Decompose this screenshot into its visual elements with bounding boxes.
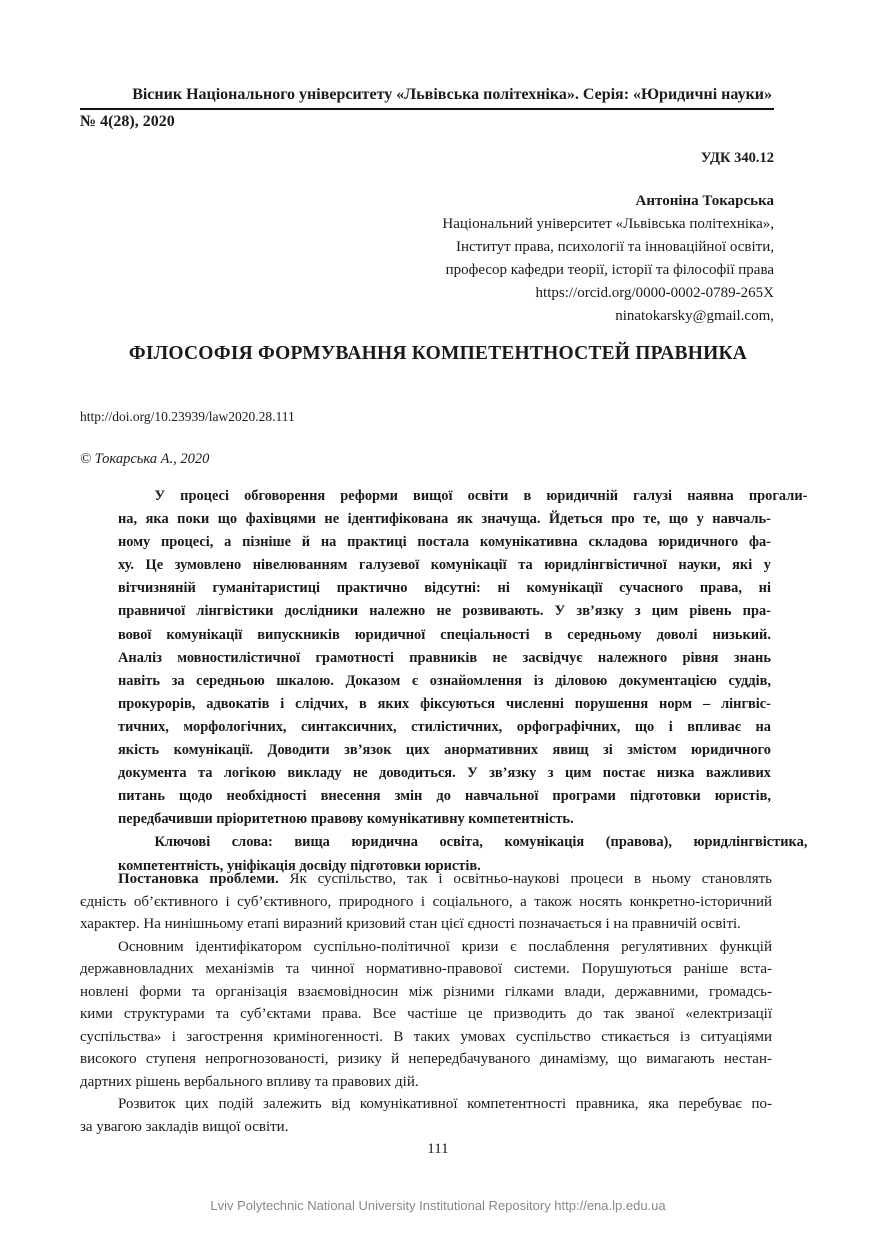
abstract-line: Аналіз мовностилістичної грамотності правників не засвідчує належного рівня знань <box>118 649 771 666</box>
abstract-line: вітчизняній гуманітаристиці практично відсутні: ні комунікації сучасного права, ні <box>118 580 771 597</box>
author-block <box>442 190 774 328</box>
body-line: дартних рішень вербального впливу та правових дій. <box>80 1073 419 1090</box>
body-line: характер. На нинішньому етапі виразний кризовий стан цієї єдності позначається і на правничій освіті. <box>80 916 741 932</box>
page-number: 111 <box>427 1141 449 1157</box>
author-orcid-link[interactable]: https://orcid.org/0000-0002-0789-265X <box>535 285 774 301</box>
udk-code: УДК 340.12 <box>700 150 774 166</box>
abstract-line: правничої лінгвістики дослідники належно не розвивають. У зв’язку з цим рівень пра- <box>118 603 771 620</box>
author-affiliation: Національний університет «Львівська політехніка», <box>442 216 774 232</box>
body-line: за увагою закладів вищої освіти. <box>80 1118 289 1135</box>
abstract-line: тичних, морфологічних, синтаксичних, стилістичних, орфографічних, що і впливає на <box>118 718 771 735</box>
author-position: професор кафедри теорії, історії та філософії права <box>445 262 774 278</box>
abstract-line: передбачивши пріоритетною правову комунікативну компетентність. <box>118 811 574 828</box>
body-text <box>80 868 772 1138</box>
author-institute: Інститут права, психології та інноваційної освіти, <box>455 239 774 255</box>
abstract-line: прокурорів, адвокатів і слідчих, в яких фіксуються численні порушення норм – лінгвіс- <box>118 695 771 712</box>
abstract-line: питань щодо необхідності внесення змін до навчальної програми підготовки юристів, <box>118 788 771 805</box>
body-line: високого ступеня непрогнозованості, ризику й непередбачуваного динамізму, що вимагають нестан- <box>80 1051 772 1067</box>
section-heading: Постановка проблеми. <box>118 871 279 887</box>
abstract-line: на, яка поки що фахівцями не ідентифікована як значуща. Йдеться про те, що у навчаль- <box>118 511 771 528</box>
body-text-run: Як суспільство, так і освітньо-наукові процеси в ньому становлять <box>289 871 772 887</box>
repository-footer: Lviv Polytechnic National University Institutional Repository http://ena.lp.edu.ua <box>210 1198 666 1213</box>
body-line: кими структурами та суб’єктами права. Все частіше це призводить до так званої «електризації <box>80 1006 772 1022</box>
abstract-line: якість комунікації. Доводити зв’язок цих анормативних явищ зі змістом юридичного <box>118 742 771 759</box>
body-line: єдність об’єктивного і суб’єктивного, природного і соціального, а також носять конкретно-історичний <box>80 893 772 910</box>
keywords-line: компетентність, уніфікація досвіду підготовки юристів. <box>118 857 481 874</box>
doi-link[interactable]: http://doi.org/10.23939/law2020.28.111 <box>80 409 295 424</box>
body-line: новлені форми та організація взаємовідносин між різними гілками влади, державними, громадсь- <box>80 983 772 1000</box>
abstract-line: вової комунікації випускників юридичної спеціальності в середньому доволі низький. <box>118 626 771 643</box>
article-title: ФІЛОСОФІЯ ФОРМУВАННЯ КОМПЕТЕНТНОСТЕЙ ПРАВНИКА <box>128 343 748 364</box>
copyright: © Токарська А., 2020 <box>80 451 210 467</box>
body-line: державновладних механізмів та чинної нормативно-правової системи. Порушуються раніше вста- <box>80 961 772 977</box>
author-name: Антоніна Токарська <box>635 193 774 209</box>
header-rule <box>80 108 774 110</box>
author-email-link[interactable]: ninatokarsky@gmail.com, <box>615 308 774 324</box>
abstract-line: ному процесі, а пізніше й на практиці постала комунікативна складова юридичного фа- <box>118 534 771 551</box>
body-line: Основним ідентифікатором суспільно-політичної кризи є послаблення регулятивних функцій <box>118 938 772 955</box>
keywords-line: Ключові слова: вища юридична освіта, комунікація (правова), юридлінгвістика, <box>154 834 808 851</box>
body-line <box>80 868 772 891</box>
abstract-line: ху. Це зумовлено нівелюванням галузевої комунікації та юридлінгвістичної науки, які у <box>118 557 771 574</box>
abstract-line: навіть за середньою шкалою. Доказом є ознайомлення із діловою документацією суддів, <box>118 672 771 689</box>
body-line: суспільства» і загострення криміногенності. В таких умовах суспільство стикається із ситуаціями <box>80 1028 772 1045</box>
abstract-line: У процесі обговорення реформи вищої освіти в юридичній галузі наявна прогали- <box>154 488 808 504</box>
issue-number: № 4(28), 2020 <box>80 113 175 130</box>
body-line: Розвиток цих подій залежить від комунікативної компетентності правника, яка перебуває по- <box>118 1096 772 1112</box>
abstract <box>118 485 808 878</box>
journal-title: Вісник Національного університету «Львівська політехніка». Серія: «Юридичні науки» <box>132 86 772 103</box>
abstract-line: документа та логікою викладу не доводиться. У зв’язку з цим постає низка важливих <box>118 765 771 782</box>
